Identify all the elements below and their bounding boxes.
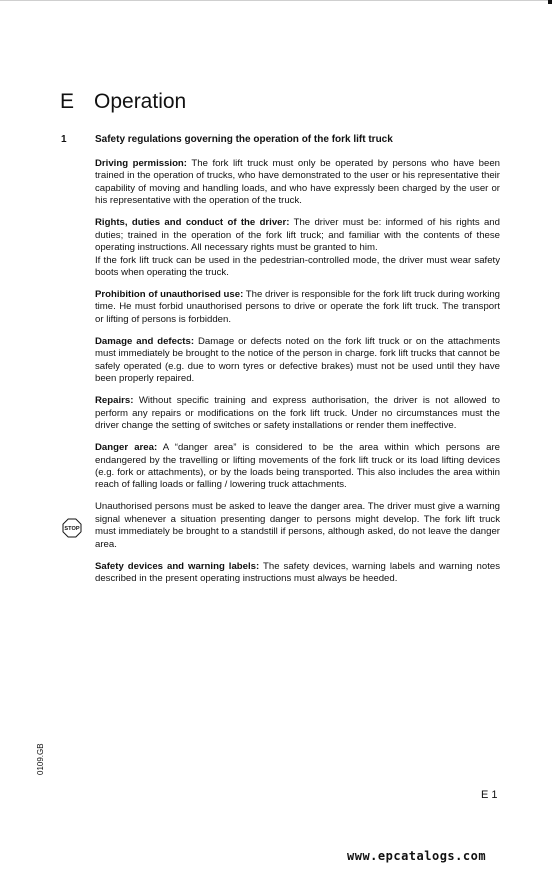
paragraph-text: Unauthorised persons must be asked to leave the danger area. The driver must give a warning signal whenever a situation presenting danger to persons might develop. The fork lift truck must immediately be brought to a standstill if persons, although asked, do not leave the danger area.	[95, 501, 500, 550]
paragraph-label: Repairs:	[95, 395, 134, 407]
paragraph-text: Damage or defects noted on the fork lift truck or on the attachments must immediately be brought to the notice of the person in charge. fork lift trucks that cannot be safely operated (e.g. due to worn tyres or defective brakes) must not be used until they have been properly repaired.	[95, 335, 500, 385]
stop-sign-label: STOP	[64, 526, 80, 533]
section-title: Safety regulations governing the operation of the fork lift truck	[95, 134, 393, 145]
document-code: 0109.GB	[36, 743, 45, 775]
paragraph-text: The driver is responsible for the fork lift truck during working time. He must forbid unauthorised persons to drive or operate the fork lift truck. The transport or lifting of persons is forbidden.	[95, 289, 500, 325]
paragraph-text-continued: If the fork lift truck can be used in the pedestrian-controlled mode, the driver must wear safety boots when operating the truck.	[95, 254, 500, 278]
paragraph-text: The driver must be: informed of his rights and duties; trained in the operation of the fork lift truck; and familiar with the contents of these operating instructions. All necessary rights must be granted to him.	[95, 217, 500, 254]
paragraph-label: Danger area:	[95, 442, 158, 454]
paragraph-prohibition	[95, 289, 500, 326]
paragraph-text: The safety devices, warning labels and warning notes described in the present operating instructions must always be heeded.	[95, 560, 500, 585]
paragraph-danger-area	[95, 442, 500, 492]
paragraph-damage-defects	[95, 336, 500, 386]
paragraph-driving-permission	[95, 158, 500, 208]
paragraph-safety-devices	[95, 561, 500, 586]
paragraph-label: Driving permission:	[95, 158, 187, 169]
paragraph-text: Without specific training and express authorisation, the driver is not allowed to perform any repairs or modifications on the fork lift truck. Under no circumstances must the driver change the setting of switches or safety installations or render them ineffective.	[95, 395, 500, 432]
page-number: E 1	[481, 789, 498, 801]
paragraph-text: A “danger area” is considered to be the area within which persons are endangered by the travelling or lifting movements of the fork lift truck or its load lifting devices (e.g. fork or attachments), or by the loads being transported. This also includes the area within reach of falling loads or falling / lowering truck attachments.	[95, 442, 500, 491]
paragraph-rights-duties	[95, 217, 500, 279]
corner-mark	[548, 0, 552, 4]
chapter-title: Operation	[94, 90, 187, 113]
paragraph-repairs	[95, 395, 500, 432]
body-text	[95, 158, 500, 595]
section-number: 1	[61, 134, 67, 145]
paragraph-text: The fork lift truck must only be operated by persons who have been trained in the operation of trucks, who have demonstrated to the user or his representative their capability of moving and handling loads, and who have expressly been charged by the user or his representative with the operation of the truck.	[95, 158, 501, 207]
top-rule	[0, 0, 548, 1]
stop-sign-icon	[62, 518, 82, 538]
paragraph-label: Safety devices and warning labels:	[95, 560, 260, 572]
paragraph-label: Damage and defects:	[95, 335, 195, 347]
paragraph-unauthorised-persons	[95, 501, 500, 551]
chapter-letter: E	[60, 90, 75, 113]
paragraph-label: Prohibition of unauthorised use:	[95, 289, 244, 301]
footer-watermark-url: www.epcatalogs.com	[347, 849, 487, 863]
paragraph-label: Rights, duties and conduct of the driver:	[95, 217, 290, 229]
